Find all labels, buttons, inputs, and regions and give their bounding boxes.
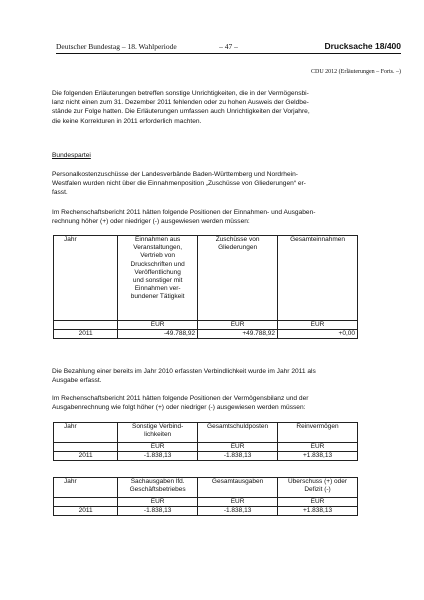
header-line: Vertrieb von (140, 252, 175, 260)
table-row (54, 507, 358, 516)
table-unit-row (54, 321, 358, 330)
header-line: bundener Tätigkeit (130, 293, 185, 301)
header-line: Sonstige Verbind- (131, 423, 184, 430)
paragraph-2 (52, 208, 352, 226)
table-header-row (54, 478, 358, 498)
paragraph-1 (52, 170, 352, 198)
unit-cell: EUR (198, 321, 278, 330)
row-value: -1.838,13 (118, 452, 198, 461)
intro-paragraph (52, 89, 352, 126)
table-unit-row (54, 443, 358, 452)
row-year: 2011 (54, 507, 118, 516)
col-year-header: Jahr (54, 478, 118, 498)
unit-cell-empty (54, 498, 118, 507)
intro-line: Die folgenden Erläuterungen betreffen sonstige Unrichtigkeiten, die in der Vermögensbi- (52, 90, 309, 97)
table-expenses (53, 477, 358, 516)
header-line: Einnahmen ver- (134, 285, 181, 293)
header-line: Einnahmen aus (135, 236, 181, 243)
row-value: +1.838,13 (278, 507, 358, 516)
header-left: Deutscher Bundestag – 18. Wahlperiode (56, 42, 177, 51)
para3-line: Die Bezahlung einer bereits im Jahr 2010 erfassten Verbindlichkeit wurde im Jahr 2011 als (52, 368, 316, 375)
unit-cell: EUR (118, 321, 198, 330)
row-value: -49.788,92 (118, 330, 198, 339)
para4-line: Ausgabenrechnung wie folgt höher (+) oder niedriger (-) ausgewiesen werden müssen: (52, 404, 306, 412)
unit-cell: EUR (198, 443, 278, 452)
header-line: Überschuss (+) oder (287, 478, 348, 485)
col-surplus-deficit-header (278, 478, 358, 498)
intro-line: lanz nicht einen zum 31. Dezember 2011 fehlenden oder zu hohen Ausweis der Geldbe- (52, 99, 309, 107)
unit-cell: EUR (118, 498, 198, 507)
row-value: -1.838,13 (198, 507, 278, 516)
row-value: -1.838,13 (198, 452, 278, 461)
col-net-assets-header: Reinvermögen (278, 423, 358, 443)
header-line: Zuschüsse von (215, 236, 260, 243)
col-total-expenses-header: Gesamtausgaben (198, 478, 278, 498)
header-line: Geschäftsbetriebes (129, 486, 186, 494)
header-line: und sonstiger mit (132, 277, 183, 285)
unit-cell: EUR (198, 498, 278, 507)
header-line: Gliederungen (218, 244, 258, 252)
para2-line: rechnung höher (+) oder niedriger (-) ausgewiesen werden müssen: (52, 218, 250, 226)
header-line: Veröffentlichung (134, 268, 181, 276)
row-year: 2011 (54, 452, 118, 461)
unit-cell-empty (54, 443, 118, 452)
para1-line: Personalkostenzuschüsse der Landesverbände Baden-Württemberg und Nordrhein- (52, 171, 298, 178)
row-value: +0,00 (278, 330, 358, 339)
col-grants-header (198, 236, 278, 321)
table-income (53, 235, 358, 339)
paragraph-4 (52, 394, 352, 412)
section-heading: Bundespartei (52, 152, 91, 159)
continuation-note: CDU 2012 (Erläuterungen – Forts. –) (311, 69, 401, 75)
col-year-header: Jahr (54, 423, 118, 443)
unit-cell: EUR (278, 498, 358, 507)
col-liabilities-header (118, 423, 198, 443)
table-balance (53, 422, 358, 461)
header-line: Defizit (-) (304, 486, 331, 494)
header-line: Druckschriften und (130, 260, 185, 268)
table-header-row (54, 423, 358, 443)
col-year-header: Jahr (54, 236, 118, 321)
header-line: lichkeiten (144, 431, 172, 439)
doc-prefix: Drucksache 18/ (324, 41, 387, 51)
paragraph-3 (52, 367, 352, 385)
doc-number: 400 (386, 41, 401, 51)
unit-cell-empty (54, 321, 118, 330)
row-value: +1.838,13 (278, 452, 358, 461)
para3-line: Ausgabe erfasst. (52, 377, 102, 385)
intro-line: stände zur Folge hatten. Die Erläuterungen umfassen auch Unrichtigkeiten der Vorjahre, (52, 108, 310, 116)
document-number (324, 41, 401, 51)
col-total-income-header: Gesamteinnahmen (278, 236, 358, 321)
intro-line: die keine Korrekturen in 2011 erforderlich machten. (52, 117, 202, 125)
para4-line: Im Rechenschaftsbericht 2011 hätten folgende Positionen der Vermögensbilanz und der (52, 395, 309, 402)
unit-cell: EUR (118, 443, 198, 452)
header-line: Sachausgaben lfd. (130, 478, 185, 485)
row-year: 2011 (54, 330, 118, 339)
page-number: – 47 – (219, 42, 238, 51)
para1-line: Westfalen wurden nicht über die Einnahmenposition „Zuschüsse von Gliederungen“ er- (52, 180, 306, 188)
row-value: +49.788,92 (198, 330, 278, 339)
table-unit-row (54, 498, 358, 507)
unit-cell: EUR (278, 443, 358, 452)
header-line: Veranstaltungen, (133, 244, 183, 252)
col-total-debt-header: Gesamtschuldposten (198, 423, 278, 443)
table-header-row (54, 236, 358, 321)
table-row (54, 452, 358, 461)
header-rule (56, 53, 401, 54)
para2-line: Im Rechenschaftsbericht 2011 hätten folgende Positionen der Einnahmen- und Ausgaben- (52, 209, 316, 216)
table-row (54, 330, 358, 339)
unit-cell: EUR (278, 321, 358, 330)
row-value: -1.838,13 (118, 507, 198, 516)
para1-line: fasst. (52, 189, 68, 197)
col-operating-expenses-header (118, 478, 198, 498)
col-events-header (118, 236, 198, 321)
